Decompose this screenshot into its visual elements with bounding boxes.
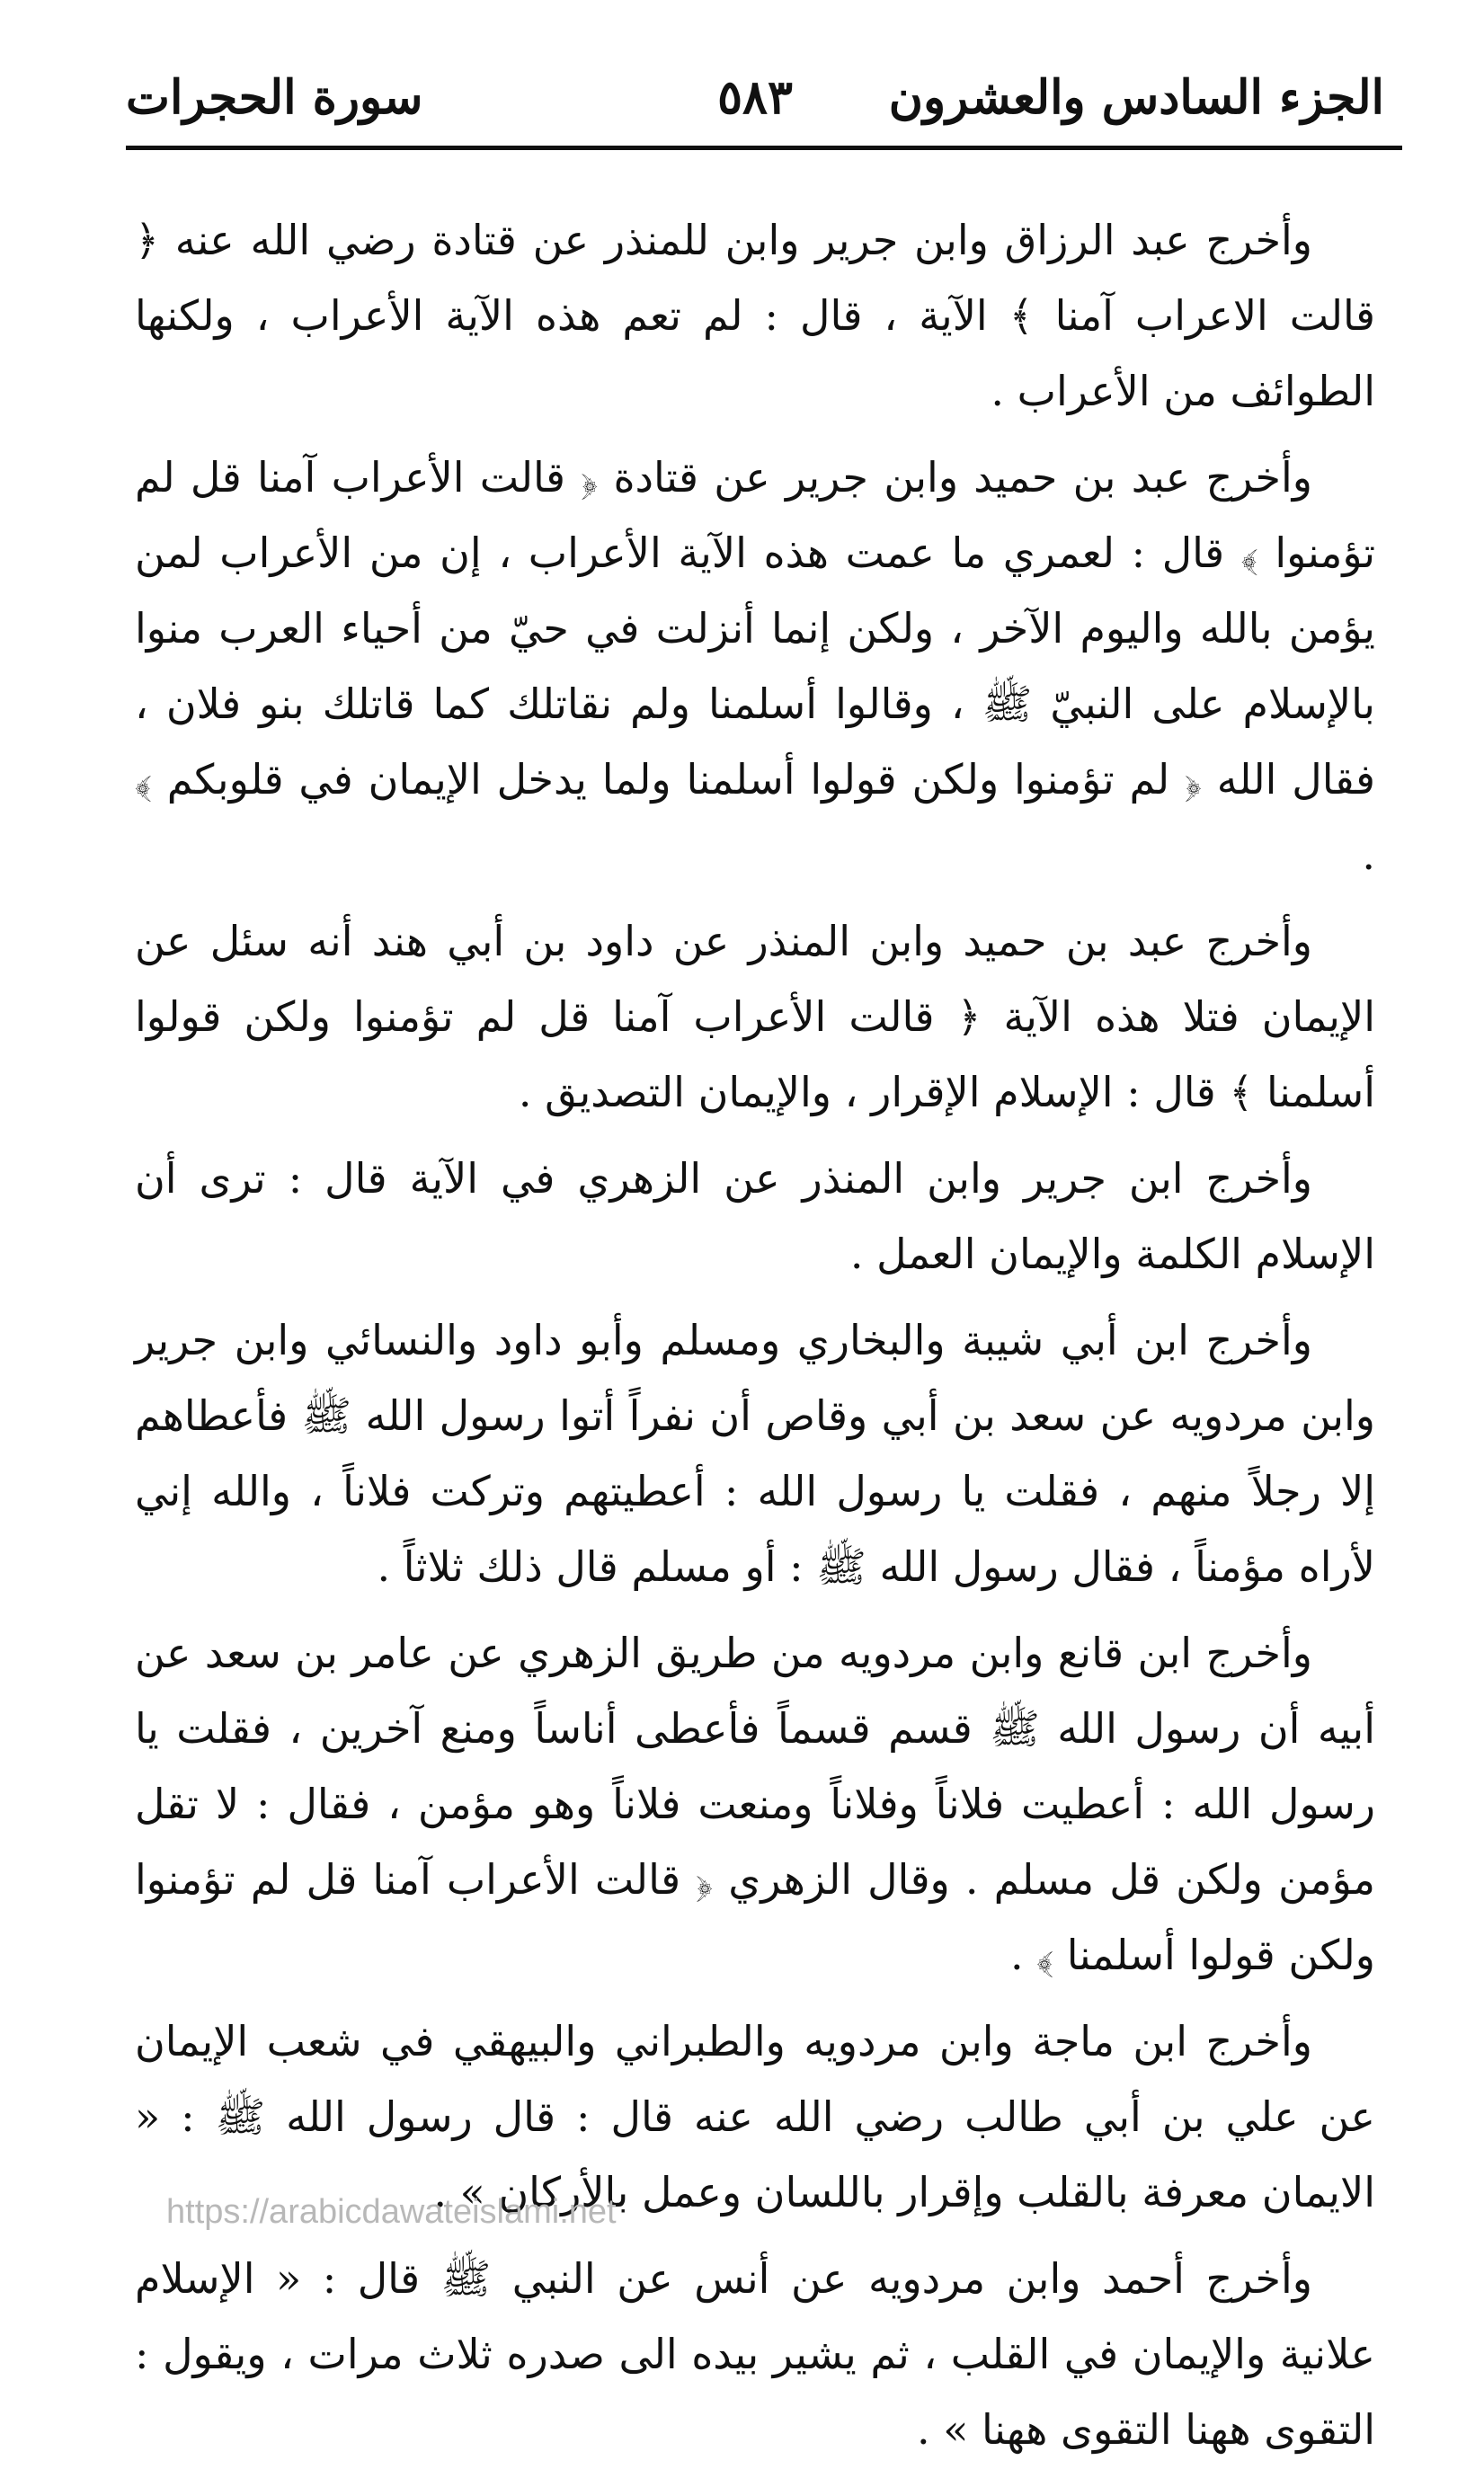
paragraph: وأخرج عبد بن حميد وابن المنذر عن داود بن أبي هند أنه سئل عن الإيمان فتلا هذه الآية ﴿ قالت الأعراب آمنا قل لم تؤمنوا ولكن قولوا أسلمنا ﴾ قال : الإسلام الإقرار ، والإيمان التصديق . — [135, 917, 1375, 1116]
watermark-url: https://arabicdawateislami.net — [166, 2193, 617, 2231]
surah-title: سورة الحجرات — [126, 70, 423, 125]
paragraph: وأخرج أحمد وابن مردويه عن أنس عن النبي ﷺ قال : « الإسلام علانية والإيمان في القلب ، ثم يشير بيده الى صدره ثلاث مرات ، ويقول : التقوى ههنا التقوى ههنا » . — [135, 2254, 1375, 2454]
paragraph: وأخرج ابن جرير وابن المنذر عن الزهري في الآية قال : ترى أن الإسلام الكلمة والإيمان العمل . — [135, 1154, 1375, 1278]
page-number: ٥٨٣ — [717, 70, 793, 125]
paragraph: وأخرج ابن أبي شيبة والبخاري ومسلم وأبو داود والنسائي وابن جرير وابن مردويه عن سعد بن أبي وقاص أن نفراً أتوا رسول الله ﷺ فأعطاهم إلا رجلاً منهم ، فقلت يا رسول الله : أعطيتهم وتركت فلاناً ، والله إني لأراه مؤمناً ، فقال رسول الله ﷺ : أو مسلم قال ذلك ثلاثاً . — [135, 1316, 1375, 1591]
part-title: الجزء السادس والعشرون — [888, 70, 1384, 125]
paragraph: وأخرج ابن ماجة وابن مردويه والطبراني والبيهقي في شعب الإيمان عن علي بن أبي طالب رضي الله عنه قال : قال رسول الله ﷺ : « الايمان معرفة بالقلب وإقرار باللسان وعمل بالأركان » . — [135, 2017, 1375, 2216]
page-header — [126, 54, 1384, 153]
paragraph: وأخرج ابن قانع وابن مردويه من طريق الزهري عن عامر بن سعد عن أبيه أن رسول الله ﷺ قسم قسماً فأعطى أناساً ومنع آخرين ، فقلت يا رسول الله : أعطيت فلاناً وفلاناً ومنعت فلاناً وهو مؤمن ، فقال : لا تقل مؤمن ولكن قل مسلم . وقال الزهري ﴿ قالت الأعراب آمنا قل لم تؤمنوا ولكن قولوا أسلمنا ﴾ . — [135, 1629, 1375, 1979]
paragraph: وأخرج عبد الرزاق وابن جرير وابن للمنذر عن قتادة رضي الله عنه ﴿ قالت الاعراب آمنا ﴾ الآية ، قال : لم تعم هذه الآية الأعراب ، ولكنها الطوائف من الأعراب . — [135, 216, 1375, 415]
header-rule — [126, 146, 1402, 150]
page-body — [135, 202, 1375, 2478]
paragraph: وأخرج عبد بن حميد وابن جرير عن قتادة ﴿ قالت الأعراب آمنا قل لم تؤمنوا ﴾ قال : لعمري ما عمت هذه الآية الأعراب ، إن من الأعراب لمن يؤمن بالله واليوم الآخر ، ولكن إنما أنزلت في حيّ من أحياء العرب منوا بالإسلام على النبيّ ﷺ ، وقالوا أسلمنا ولم نقاتلك كما قاتلك بنو فلان ، فقال الله ﴿ لم تؤمنوا ولكن قولوا أسلمنا ولما يدخل الإيمان في قلوبكم ﴾ . — [135, 453, 1375, 879]
